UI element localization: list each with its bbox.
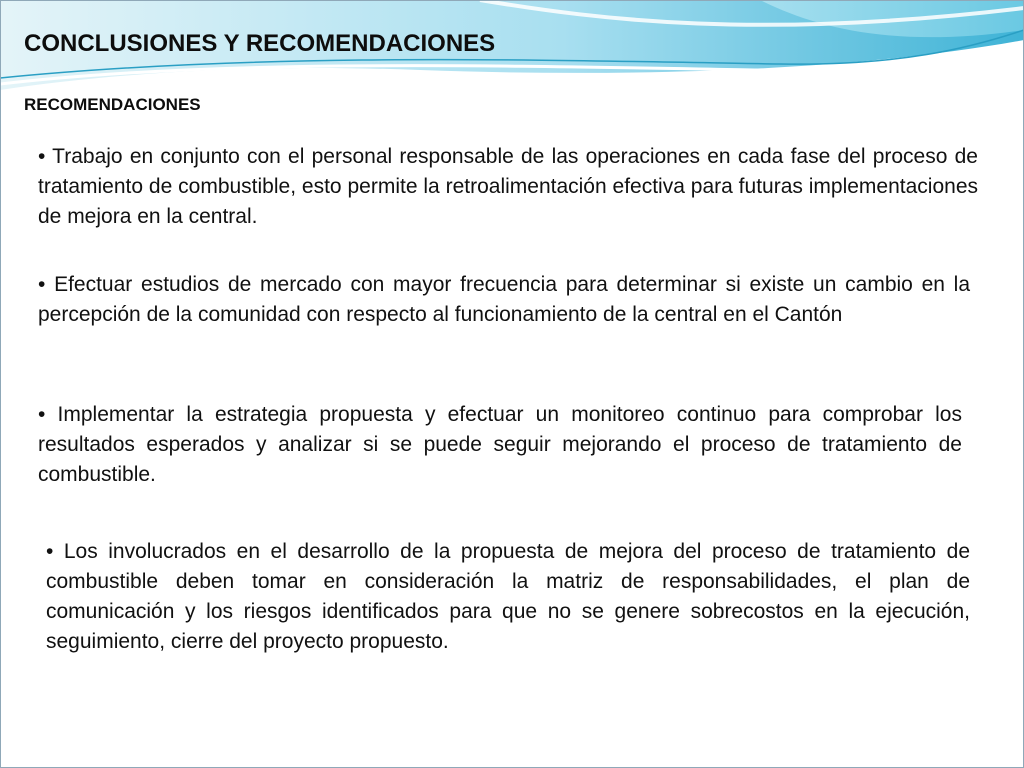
recommendation-item-4: • Los involucrados en el desarrollo de la propuesta de mejora del proceso de tratamiento de combustible deben tomar en consideración la matriz de responsabilidades, el plan de comunicación y los riesgos identificados para que no se genere sobrecostos en la ejecución, seguimiento, cierre del proyecto propuesto.	[46, 540, 970, 653]
recommendation-item-2: • Efectuar estudios de mercado con mayor frecuencia para determinar si existe un cambio en la percepción de la comunidad con respecto al funcionamiento de la central en el Cantón	[38, 273, 970, 326]
recommendation-item-3: • Implementar la estrategia propuesta y efectuar un monitoreo continuo para comprobar los resultados esperados y analizar si se puede seguir mejorando el proceso de tratamiento de combustible.	[38, 403, 962, 486]
page-title: CONCLUSIONES Y RECOMENDACIONES	[24, 30, 496, 57]
recommendation-item-1: • Trabajo en conjunto con el personal responsable de las operaciones en cada fase del proceso de tratamiento de combustible, esto permite la retroalimentación efectiva para futuras implementaciones de mejora en la central.	[38, 145, 978, 228]
section-subtitle: RECOMENDACIONES	[24, 95, 201, 114]
